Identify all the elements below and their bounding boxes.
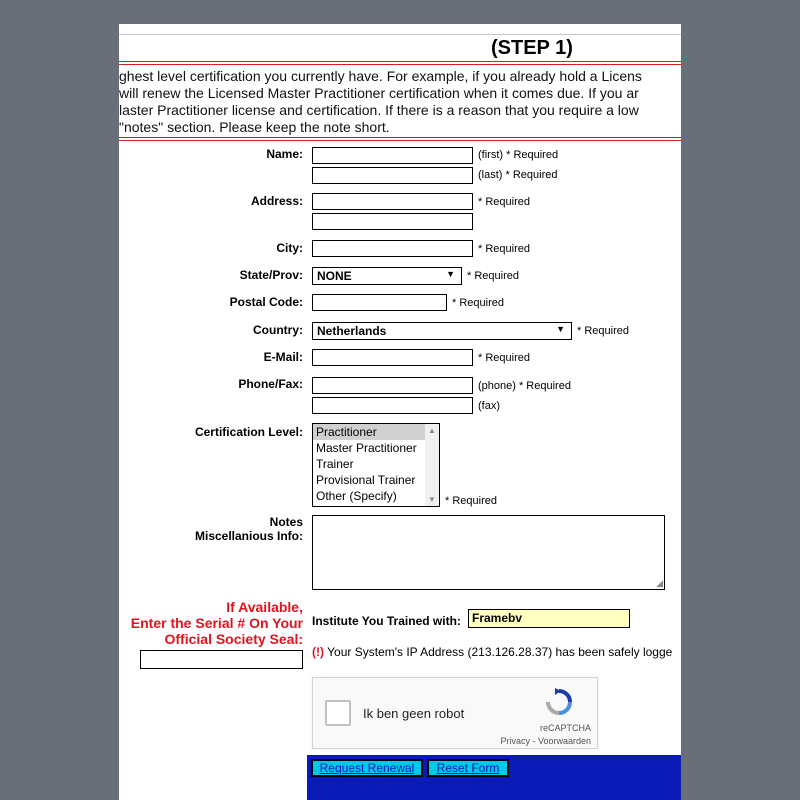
top-divider xyxy=(119,24,681,35)
email-label: E-Mail: xyxy=(263,350,303,364)
state-hint: * Required xyxy=(467,270,519,282)
address-hint: * Required xyxy=(478,196,530,208)
fax-input[interactable] xyxy=(312,397,473,414)
first-name-input[interactable] xyxy=(312,147,473,164)
state-select[interactable] xyxy=(312,267,462,285)
request-renewal-button[interactable]: Request Renewal xyxy=(311,759,423,777)
recaptcha-brand: reCAPTCHA xyxy=(539,723,591,733)
certification-listbox[interactable] xyxy=(312,423,440,507)
chevron-down-icon: ▼ xyxy=(446,269,455,279)
cert-option-trainer[interactable]: Trainer xyxy=(316,457,354,471)
ip-notice xyxy=(312,645,672,659)
red-divider xyxy=(119,64,681,65)
phone-label: Phone/Fax: xyxy=(238,377,303,391)
email-input[interactable] xyxy=(312,349,473,366)
step-title: (STEP 1) xyxy=(491,37,573,59)
recaptcha-label: Ik ben geen robot xyxy=(363,706,465,721)
warning-marker: (!) xyxy=(312,645,324,659)
city-hint: * Required xyxy=(478,243,530,255)
state-label: State/Prov: xyxy=(239,268,303,282)
country-hint: * Required xyxy=(577,325,629,337)
cert-option-other[interactable]: Other (Specify) xyxy=(316,489,397,503)
postal-code-input[interactable] xyxy=(312,294,447,311)
email-hint: * Required xyxy=(478,352,530,364)
intro-line-4: "notes" section. Please keep the note short. xyxy=(119,119,390,135)
city-label: City: xyxy=(276,241,303,255)
recaptcha-widget xyxy=(312,677,598,749)
phone-input[interactable] xyxy=(312,377,473,394)
cert-option-provisional-trainer[interactable]: Provisional Trainer xyxy=(316,473,416,487)
red-divider xyxy=(119,137,681,138)
first-hint: (first) * Required xyxy=(478,149,559,161)
cert-hint: * Required xyxy=(445,495,497,507)
country-value: Netherlands xyxy=(317,324,387,338)
postal-hint: * Required xyxy=(452,297,504,309)
last-hint: (last) * Required xyxy=(478,169,558,181)
listbox-scrollbar[interactable] xyxy=(425,424,439,506)
phone-hint: (phone) * Required xyxy=(478,380,571,392)
recaptcha-checkbox[interactable] xyxy=(325,700,351,726)
reset-form-button[interactable]: Reset Form xyxy=(427,759,509,777)
notes-label: Notes xyxy=(269,515,303,529)
scroll-up-icon[interactable]: ▲ xyxy=(428,426,436,435)
notes-textarea[interactable] xyxy=(312,515,665,590)
scroll-down-icon[interactable]: ▼ xyxy=(428,495,436,504)
address-line-1-input[interactable] xyxy=(312,193,473,210)
serial-number-input[interactable] xyxy=(140,650,303,669)
institute-input[interactable]: Framebv xyxy=(468,609,630,628)
red-divider xyxy=(119,140,681,141)
institute-label: Institute You Trained with: xyxy=(312,614,461,628)
resize-grip-icon[interactable]: ◢ xyxy=(656,578,663,588)
last-name-input[interactable] xyxy=(312,167,473,184)
recaptcha-links[interactable]: Privacy - Voorwaarden xyxy=(500,736,591,746)
red-divider xyxy=(119,61,681,62)
serial-label-3: Official Society Seal: xyxy=(164,631,303,647)
ip-text: Your System's IP Address (213.126.28.37) has been safely logge xyxy=(324,645,673,659)
serial-label-2: Enter the Serial # On Your xyxy=(130,615,303,631)
recaptcha-logo-icon xyxy=(545,688,573,716)
cert-option-practitioner[interactable]: Practitioner xyxy=(313,424,439,440)
intro-line-1: ghest level certification you currently have. For example, if you already hold a Licens xyxy=(119,68,642,84)
address-line-2-input[interactable] xyxy=(312,213,473,230)
cert-label: Certification Level: xyxy=(194,425,303,439)
intro-line-2: will renew the Licensed Master Practitioner certification when it comes due. If you ar xyxy=(119,85,639,101)
button-bar xyxy=(307,755,681,800)
country-select[interactable] xyxy=(312,322,572,340)
intro-line-3: laster Practitioner license and certification. If there is a reason that you require a low xyxy=(119,102,639,118)
chevron-down-icon: ▼ xyxy=(556,324,565,334)
city-input[interactable] xyxy=(312,240,473,257)
name-label: Name: xyxy=(266,147,303,161)
fax-hint: (fax) xyxy=(478,400,500,412)
country-label: Country: xyxy=(253,323,303,337)
form-page xyxy=(119,24,681,800)
serial-label-1: If Available, xyxy=(226,599,303,615)
misc-info-label: Miscellanious Info: xyxy=(194,529,303,543)
postal-label: Postal Code: xyxy=(229,295,303,309)
cert-option-master-practitioner[interactable]: Master Practitioner xyxy=(316,441,417,455)
state-value: NONE xyxy=(317,269,352,283)
address-label: Address: xyxy=(250,194,303,208)
